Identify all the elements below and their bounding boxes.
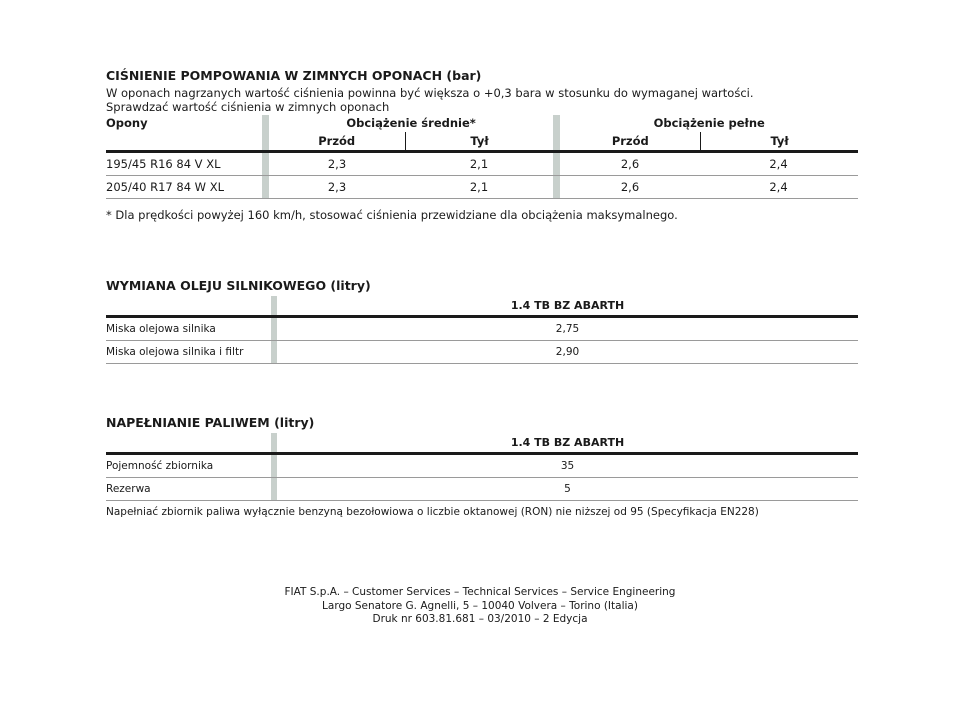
column-separator xyxy=(553,115,560,132)
avg-front-value: 2,3 xyxy=(327,180,347,194)
footer-line-1: FIAT S.p.A. – Customer Services – Technical Services – Service Engineering xyxy=(284,586,676,598)
oil-change-table xyxy=(106,296,858,364)
oil-row-value: 2,75 xyxy=(555,323,580,335)
tyre-size: 195/45 R16 84 V XL xyxy=(106,157,221,171)
tyre-pressure-footnote: * Dla prędkości powyżej 160 km/h, stosować ciśnienia przewidziane dla obciążenia maksymalnego. xyxy=(106,208,678,222)
header-engine: 1.4 TB BZ ABARTH xyxy=(510,436,625,449)
column-separator xyxy=(262,132,269,150)
subheader-full-rear: Tył xyxy=(700,132,858,150)
fuel-row-value: 35 xyxy=(560,460,575,472)
footer-line-3: Druk nr 603.81.681 – 03/2010 – 2 Edycja xyxy=(372,613,588,625)
header-full-load: Obciążenie pełne xyxy=(653,116,765,130)
table-header-row xyxy=(106,115,858,132)
table-header-row xyxy=(106,433,858,455)
table-row xyxy=(106,455,858,478)
oil-row-label: Miska olejowa silnika i filtr xyxy=(106,346,244,358)
column-separator xyxy=(262,115,269,132)
oil-change-title: WYMIANA OLEJU SILNIKOWEGO (litry) xyxy=(106,278,371,293)
fuel-note: Napełniać zbiornik paliwa wyłącznie benzyną bezołowiowa o liczbie oktanowej (RON) nie niższej od 95 (Specyfikacja EN228) xyxy=(106,506,759,518)
avg-front-value: 2,3 xyxy=(327,157,347,171)
full-rear-value: 2,4 xyxy=(769,157,788,171)
fuel-row-label: Pojemność zbiornika xyxy=(106,460,214,472)
column-separator xyxy=(553,153,560,175)
header-avg-load: Obciążenie średnie* xyxy=(346,116,476,130)
full-rear-value: 2,4 xyxy=(769,180,788,194)
full-front-value: 2,6 xyxy=(620,157,640,171)
table-row xyxy=(106,341,858,364)
oil-row-value: 2,90 xyxy=(555,346,580,358)
avg-rear-value: 2,1 xyxy=(469,157,489,171)
column-separator xyxy=(553,176,560,198)
fuel-title: NAPEŁNIANIE PALIWEM (litry) xyxy=(106,415,315,430)
subheader-full-front: Przód xyxy=(611,134,649,148)
fuel-table xyxy=(106,433,858,501)
oil-row-label: Miska olejowa silnika xyxy=(106,323,216,335)
subheader-empty xyxy=(106,132,262,150)
avg-rear-value: 2,1 xyxy=(469,180,489,194)
header-engine: 1.4 TB BZ ABARTH xyxy=(510,299,625,312)
intro-line-2: Sprawdzać wartość ciśnienia w zimnych oponach xyxy=(106,100,390,114)
tyre-size: 205/40 R17 84 W XL xyxy=(106,180,224,194)
publisher-footer xyxy=(0,586,960,627)
intro-line-1: W oponach nagrzanych wartość ciśnienia powinna być większa o +0,3 bara w stosunku do wymaganej wartości. xyxy=(106,86,754,100)
table-header-row xyxy=(106,296,858,318)
table-row xyxy=(106,318,858,341)
full-front-value: 2,6 xyxy=(620,180,640,194)
column-separator xyxy=(262,153,269,175)
column-separator xyxy=(262,176,269,198)
table-row xyxy=(106,153,858,176)
footer-line-2: Largo Senatore G. Agnelli, 5 – 10040 Volvera – Torino (Italia) xyxy=(322,599,638,612)
tyre-pressure-title: CIŚNIENIE POMPOWANIA W ZIMNYCH OPONACH (bar) xyxy=(106,68,482,83)
table-subheader-row xyxy=(106,132,858,153)
table-row xyxy=(106,478,858,501)
fuel-row-label: Rezerwa xyxy=(106,483,151,495)
subheader-avg-front: Przód xyxy=(318,134,356,148)
header-tyres: Opony xyxy=(106,116,148,130)
subheader-avg-rear: Tył xyxy=(405,132,554,150)
header-empty xyxy=(106,433,271,452)
column-separator xyxy=(553,132,560,150)
tyre-pressure-table xyxy=(106,115,858,199)
header-empty xyxy=(106,296,271,315)
fuel-row-value: 5 xyxy=(564,483,571,495)
document-body xyxy=(106,68,858,518)
tyre-pressure-intro xyxy=(106,86,858,114)
table-row xyxy=(106,176,858,199)
